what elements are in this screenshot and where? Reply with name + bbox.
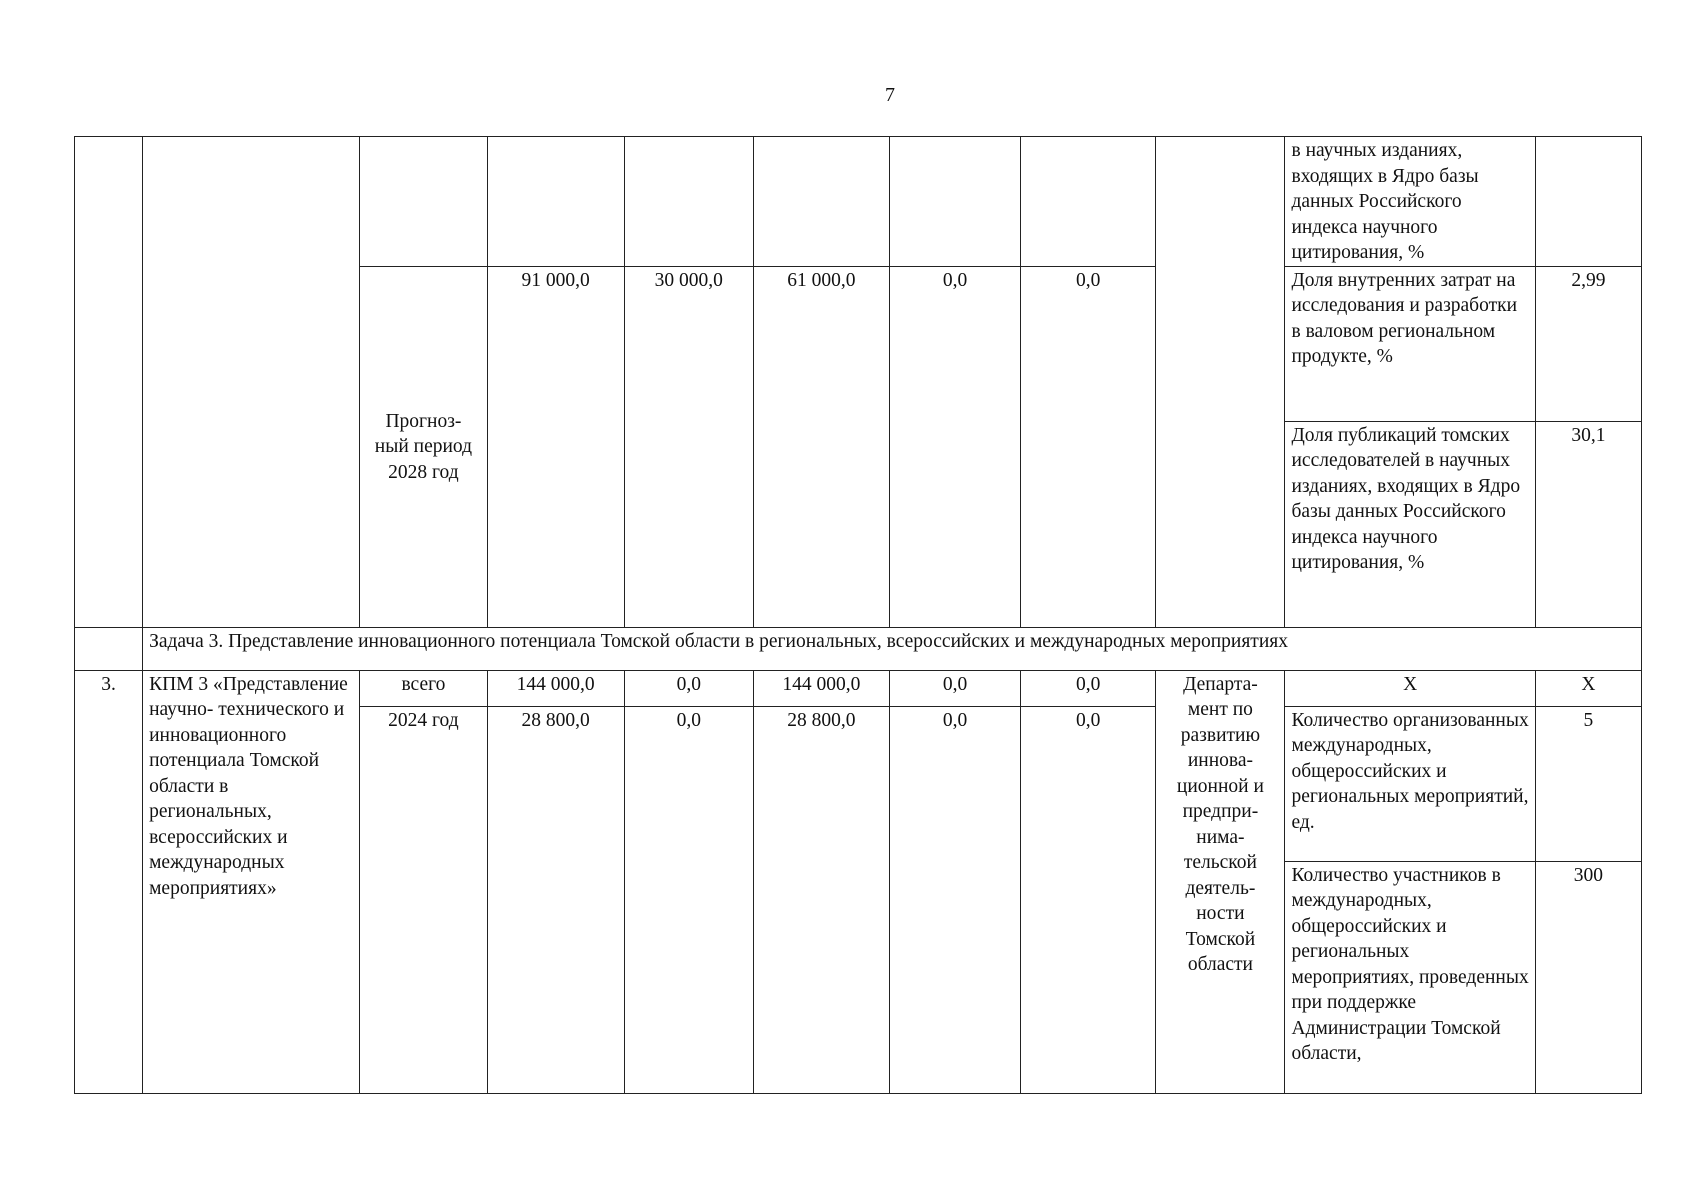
cell-period: 2024 год [360,706,487,1093]
table-row [75,670,1642,706]
cell-v1: 28 800,0 [487,706,624,1093]
page-number: 7 [885,84,895,106]
cell-v3: 28 800,0 [753,706,889,1093]
cell-number [75,137,143,628]
table-row [75,137,1642,267]
cell-v4: 0,0 [890,706,1021,1093]
cell-indicator: Х [1285,670,1535,706]
cell-v4 [890,137,1021,267]
cell-indicator-value: 5 [1535,706,1641,861]
cell-indicator-value: 30,1 [1535,421,1641,627]
cell-v5: 0,0 [1021,706,1156,1093]
cell-indicator-value: Х [1535,670,1641,706]
cell-v3: 61 000,0 [753,266,889,627]
cell-indicator: Доля публикаций томских исследователей в научных изданиях, входящих в Ядро базы данных Российского индекса научного цитирования, % [1285,421,1535,627]
cell-executor [1156,137,1285,628]
cell-name [143,137,360,628]
cell-number [75,627,143,670]
cell-v2: 0,0 [624,670,753,706]
cell-v1: 91 000,0 [487,266,624,627]
cell-v1 [487,137,624,267]
cell-v4: 0,0 [890,670,1021,706]
cell-v1: 144 000,0 [487,670,624,706]
cell-indicator-value: 2,99 [1535,266,1641,421]
program-table [74,136,1642,1094]
cell-indicator: в научных изданиях, входящих в Ядро базы данных Российского индекса научного цитирования, % [1285,137,1535,267]
cell-period [360,137,487,267]
cell-period: всего [360,670,487,706]
cell-v5: 0,0 [1021,266,1156,627]
cell-v2 [624,137,753,267]
cell-indicator: Количество участников в международных, общероссийских и региональных мероприятиях, проведенных при поддержке Администрации Томской области, [1285,861,1535,1093]
cell-v2: 30 000,0 [624,266,753,627]
cell-period: Прогноз- ный период 2028 год [360,266,487,627]
cell-executor: Департа- мент по развитию иннова- ционной и предпри- нима- тельской деятель- ности Томской области [1156,670,1285,1093]
cell-v5 [1021,137,1156,267]
cell-v2: 0,0 [624,706,753,1093]
cell-indicator-value [1535,137,1641,267]
cell-v5: 0,0 [1021,670,1156,706]
cell-indicator: Количество организованных международных, общероссийских и региональных мероприятий, ед. [1285,706,1535,861]
task-heading: Задача 3. Представление инновационного потенциала Томской области в региональных, всероссийских и международных мероприятиях [143,627,1642,670]
task-row [75,627,1642,670]
cell-v4: 0,0 [890,266,1021,627]
cell-indicator: Доля внутренних затрат на исследования и разработки в валовом региональном продукте, % [1285,266,1535,421]
cell-name: КПМ 3 «Представление научно- технического и инновационного потенциала Томской области в региональных, всероссийских и международных мероприятиях» [143,670,360,1093]
cell-v3 [753,137,889,267]
cell-v3: 144 000,0 [753,670,889,706]
cell-indicator-value: 300 [1535,861,1641,1093]
cell-number: 3. [75,670,143,1093]
